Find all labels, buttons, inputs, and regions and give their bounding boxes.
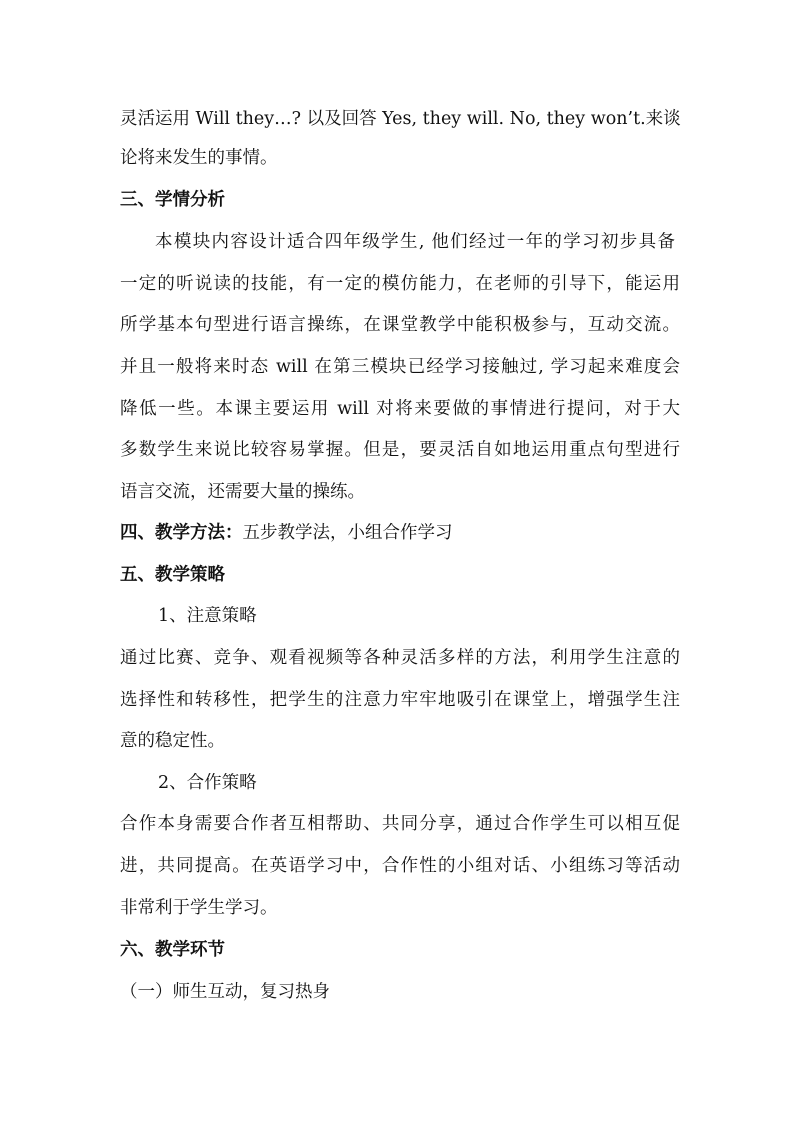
paragraph-line: 多数学生来说比较容易掌握。但是，要灵活自如地运用重点句型进行: [120, 440, 680, 460]
paragraph-line: 通过比赛、竞争、观看视频等各种灵活多样的方法，利用学生注意的: [120, 648, 680, 668]
paragraph-line: 本模块内容设计适合四年级学生, 他们经过一年的学习初步具备: [155, 232, 675, 252]
paragraph-line: 论将来发生的事情。: [120, 148, 278, 168]
paragraph-line: 选择性和转移性，把学生的注意力牢牢地吸引在课堂上，增强学生注: [120, 690, 680, 710]
paragraph-line: 语言交流，还需要大量的操练。: [120, 482, 365, 502]
subsection-heading: 2、合作策略: [158, 773, 257, 793]
paragraph-line: 灵活运用 Will they…? 以及回答 Yes, they will. No, they won’t.来谈: [120, 109, 681, 129]
section-heading: 三、学情分析: [120, 190, 225, 210]
paragraph-line: 降低一些。本课主要运用 will 对将来要做的事情进行提问，对于大: [120, 399, 680, 419]
subsection-heading: （一）师生互动，复习热身: [120, 982, 330, 1002]
paragraph-line: 进，共同提高。在英语学习中，合作性的小组对话、小组练习等活动: [120, 856, 680, 876]
subsection-heading: 1、注意策略: [158, 606, 257, 626]
section-heading: [120, 519, 680, 547]
paragraph-line: 所学基本句型进行语言操练，在课堂教学中能积极参与，互动交流。: [120, 315, 680, 335]
paragraph-line: 并且一般将来时态 will 在第三模块已经学习接触过, 学习起来难度会: [120, 357, 680, 377]
section-heading: 六、教学环节: [120, 940, 225, 960]
section-heading-content: 五步教学法，小组合作学习: [242, 523, 453, 543]
section-heading: 五、教学策略: [120, 565, 225, 585]
paragraph-line: 合作本身需要合作者互相帮助、共同分享，通过合作学生可以相互促: [120, 814, 680, 834]
paragraph-line: 意的稳定性。: [120, 731, 225, 751]
section-heading-label: 四、教学方法：: [120, 523, 243, 543]
paragraph-line: 非常利于学生学习。: [120, 898, 278, 918]
paragraph-line: 一定的听说读的技能，有一定的模仿能力，在老师的引导下，能运用: [120, 274, 680, 294]
